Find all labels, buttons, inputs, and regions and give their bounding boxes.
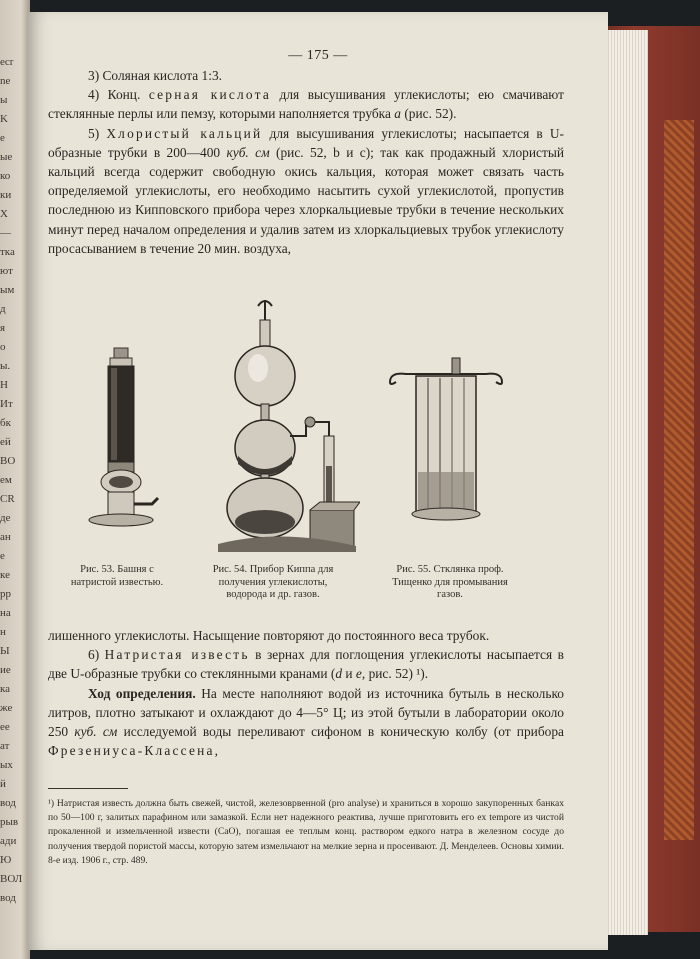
item-5-term: Хлористый кальций xyxy=(106,125,263,141)
item-4-text: для высушивания углекислоты; ею смачивают стеклянные перлы или пемзу, которыми наполняется трубка xyxy=(48,87,564,122)
facing-page-fragment: Н xyxy=(0,379,8,391)
facing-page-fragment: ВО xyxy=(0,455,16,467)
item-6-letter-d: d xyxy=(335,666,343,682)
method-text-a: На месте наполняют водой из источника бутыль в несколько литров, плотно затыкают и охлаждают до 4—5° Ц; из этой бутыли в лаборатории около 250 xyxy=(48,685,564,740)
facing-page-fragment: ей xyxy=(0,436,11,448)
facing-page-fragment: ecr xyxy=(0,56,14,68)
facing-page-fragment: Х xyxy=(0,208,8,220)
facing-page-fragment: тка xyxy=(0,246,15,258)
facing-page-fragment: же xyxy=(0,702,13,714)
facing-page-fragment: бк xyxy=(0,417,11,429)
facing-page-fragment: ади xyxy=(0,835,17,847)
book-page xyxy=(28,12,608,950)
footnote-text: ¹) Натристая известь должна быть свежей, чистой, железоврвенной (pro analyse) и храниться в хорошо закупоренных банках по 50—100 г, залитых парафином или замазкой. Если нет надежного реактива, лучше приготовить его ex tempore из чистой прокаленной и измельченной извести (CaO), погашая ее теплым конц. раствором едкого натра в железном сосуде до получения твердой пористой массы, которую затем измельчают на мелкие зерна и просеивают. Д. Менделеев. Основы химии. 8-е изд. 1906 г., стр. 489. xyxy=(48,798,564,866)
facing-page-fragment: й xyxy=(0,778,6,790)
soda-lime-tower-illustration xyxy=(68,342,178,532)
item-6-lead: 6) xyxy=(88,647,100,663)
page-number: — 175 — xyxy=(288,48,348,63)
facing-page-fragment: е xyxy=(0,132,5,144)
facing-page-fragment: ы. xyxy=(0,360,11,372)
gas-washing-bottle-illustration xyxy=(386,352,506,528)
facing-page-fragment: ки xyxy=(0,189,12,201)
item-6-text: в зернах для поглощения углекислоты насыпается в две U-образные трубки со стеклянными кранами ( xyxy=(48,647,564,682)
facing-page-fragment: ВОЛ xyxy=(0,873,23,885)
footnote-rule xyxy=(48,788,128,789)
item-5-lead: 5) xyxy=(88,125,100,141)
kipp-apparatus-illustration xyxy=(210,296,360,552)
facing-page-edge xyxy=(0,0,30,959)
facing-page-fragment: вод xyxy=(0,892,16,904)
item-6-term: Натристая известь xyxy=(104,647,250,663)
item-5-unit: куб. см xyxy=(226,144,270,160)
item-4-letter: a xyxy=(394,106,401,122)
item-3 xyxy=(48,66,564,85)
item-4-term: серная кислота xyxy=(148,87,271,103)
facing-page-fragment: K xyxy=(0,113,8,125)
item-4-lead: 4) Конц. xyxy=(88,87,141,103)
facing-page-fragment: ые xyxy=(0,151,13,163)
facing-page-fragment: на xyxy=(0,607,11,619)
facing-page-fragment: ne xyxy=(0,75,11,87)
footnote xyxy=(48,797,564,868)
facing-page-fragment: ее xyxy=(0,721,10,733)
item-5-text-b: (рис. 52, b и c); так как продажный хлористый кальций всегда содержит свободную окись кальция, которая может связать часть определяемой углекислоты, его необходимо насытить сухой углекислотой, пропустив последнюю из Кипповского прибора через хлоркальциевые трубки в течение нескольких минут перед началом определения и удалив затем из хлоркальциевых трубок углекислоту просасыванием в течение 20 мин. воздуха, xyxy=(48,144,564,256)
figure-55-caption: Рис. 55. Стклянка проф. Тищенко для промывания газов. xyxy=(392,564,508,600)
method-heading: Ход определения. xyxy=(88,685,196,701)
figure-53-caption: Рис. 53. Башня с натристой известью. xyxy=(70,564,164,588)
item-5-text-a: для высушивания углекислоты; насыпается в U-образные трубки в 200—400 xyxy=(48,125,564,160)
method-author: Фрезениуса-Классена, xyxy=(48,743,221,759)
facing-page-fragment: ем xyxy=(0,474,12,486)
facing-page-fragment: ых xyxy=(0,759,13,771)
continuation: лишенного углекислоты. Насыщение повторяют до постоянного веса трубок. xyxy=(48,628,490,643)
item-3-text: 3) Соляная кислота 1:3. xyxy=(88,68,222,83)
method-paragraph xyxy=(48,684,564,761)
facing-page-fragment: ым xyxy=(0,284,15,296)
item-4 xyxy=(48,85,564,123)
facing-page-fragment: рр xyxy=(0,588,11,600)
item-4-end: (рис. 52). xyxy=(404,106,457,122)
facing-page-fragment: e xyxy=(0,550,5,562)
facing-page-fragment: Ю xyxy=(0,854,12,866)
facing-page-fragment: — xyxy=(0,227,11,239)
facing-page-fragment: вод xyxy=(0,797,16,809)
facing-page-fragment: Ы xyxy=(0,645,10,657)
facing-page-fragment: Ит xyxy=(0,398,13,410)
facing-page-fragment: де xyxy=(0,512,11,524)
item-6-end: , рис. 52) ¹). xyxy=(361,666,429,682)
facing-page-fragment: ат xyxy=(0,740,10,752)
item-6-and: и xyxy=(342,666,356,682)
item-6-letter-e: e xyxy=(355,666,362,682)
reagent-list-top xyxy=(48,66,564,258)
facing-page-fragment: рыв xyxy=(0,816,19,828)
facing-page-fragment: ка xyxy=(0,683,11,695)
facing-page-fragment: д xyxy=(0,303,6,315)
figure-54-caption: Рис. 54. Прибор Киппа для получения углекислоты, водорода и др. газов. xyxy=(212,564,334,600)
method-unit: куб. см xyxy=(74,724,118,740)
facing-page-fragment: CR xyxy=(0,493,15,505)
facing-page-fragment: ан xyxy=(0,531,11,543)
facing-page-fragment: н xyxy=(0,626,6,638)
reagent-list-bottom xyxy=(48,626,564,760)
facing-page-fragment: ют xyxy=(0,265,13,277)
method-text-b: исследуемой воды переливают сифоном в коническую колбу (от прибора xyxy=(123,724,564,740)
facing-page-fragment: я xyxy=(0,322,6,334)
cover-texture xyxy=(664,120,694,840)
item-6 xyxy=(48,645,564,683)
facing-page-fragment: ко xyxy=(0,170,11,182)
item-5 xyxy=(48,124,564,258)
facing-page-fragment: о xyxy=(0,341,6,353)
facing-page-fragment: ке xyxy=(0,569,10,581)
facing-page-fragment: ы xyxy=(0,94,8,106)
facing-page-fragment: ие xyxy=(0,664,11,676)
